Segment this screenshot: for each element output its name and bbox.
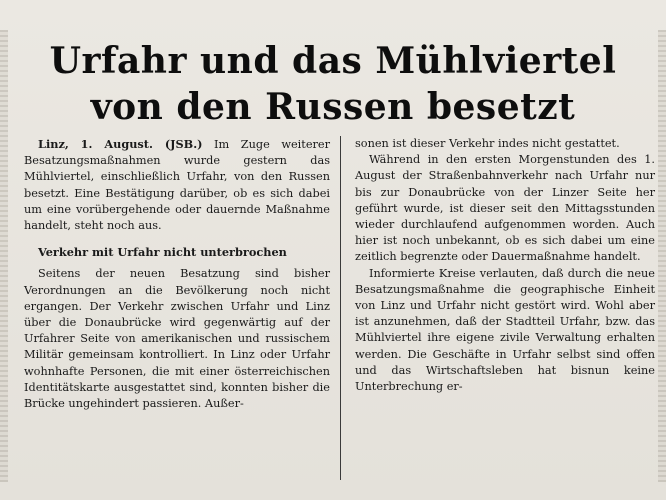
subheading: Verkehr mit Urfahr nicht unterbrochen [38, 245, 287, 260]
headline: Urfahr und das Mühlviertel von den Russen besetzt [49, 40, 617, 128]
torn-edge-right [658, 30, 666, 482]
dateline: Linz, 1. August. (JSB.) [38, 137, 203, 151]
article-columns [24, 136, 656, 480]
lead-paragraph [24, 136, 330, 234]
lead-text: Im Zuge weiterer Besatzungsmaßnahmen wurde gestern das Mühlviertel, einschließlich Urfahr, von den Russen besetzt. Eine Bestätigung darüber, ob es sich dabei um eine vorübergehende oder dauernde Maßnahme handelt, steht noch aus. [24, 138, 330, 233]
right-column [341, 136, 655, 480]
tram-paragraph: Während in den ersten Morgenstunden des 1. August der Straßenbahnverkehr nach Urfahr nur bis zur Donaubrücke von der Linzer Seite her geführt wurde, ist dieser seit den Mittagsstunden wieder durchlaufend aufgenommen worden. Auch hier ist noch unbekannt, ob es sich dabei um eine zeitlich begrenzte oder Dauermaßnahme handelt. [355, 153, 655, 264]
left-body-paragraph: Seitens der neuen Besatzung sind bisher Verordnungen an die Bevölkerung noch nicht ergangen. Der Verkehr zwischen Urfahr und Linz über die Donaubrücke wird gegenwärtig auf der Urfahrer Seite von amerikanischen und russischem Militär gemeinsam kontrolliert. In Linz oder Urfahr wohnhafte Personen, die mit einer österreichischen Identitätskarte ausgestattet sind, konnten bisher die Brücke ungehindert passieren. Außer- [24, 267, 330, 411]
torn-edge-left [0, 30, 8, 482]
left-column [24, 136, 340, 480]
headline-block [10, 38, 656, 130]
administration-paragraph: Informierte Kreise verlauten, daß durch die neue Besatzungsmaßnahme die geographische Einheit von Linz und Urfahr nicht gestört wird. Wohl aber ist anzunehmen, daß der Stadtteil Urfahr, bzw. das Mühlviertel ihre eigene zivile Verwaltung erhalten werden. Die Geschäfte in Urfahr selbst sind offen und das Wirtschaftsleben hat bisnun keine Unterbrechung er- [355, 266, 655, 394]
continuation-paragraph: sonen ist dieser Verkehr indes nicht gestattet. [355, 137, 620, 150]
